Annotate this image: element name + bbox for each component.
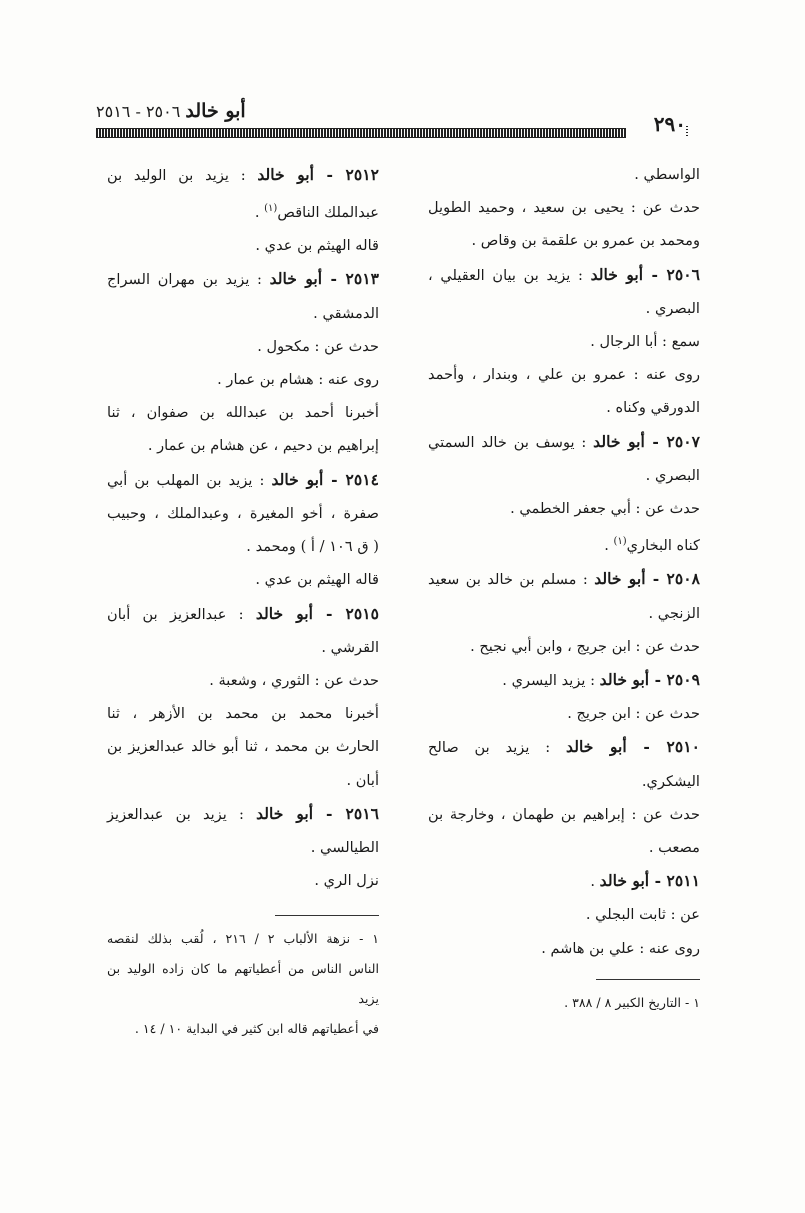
line-text: الدمشقي . [313,304,379,322]
footnote-rule [596,979,700,980]
line-text: الواسطي . [634,166,700,183]
line-text: : يزيد بن مهران السراج [107,271,270,289]
line-text: صفرة ، أخو المغيرة ، وعبدالملك ، وحبيب [107,504,379,522]
line-text: . [590,873,600,891]
text-line [107,563,379,596]
text-line [428,898,700,931]
line-text: أخبرنا أحمد بن عبدالله بن صفوان ، ثنا [107,404,379,422]
line-text: حدث عن : مكحول . [257,337,379,355]
line-text: حدث عن : ابن جريج ، وابن أبي نجيح . [470,637,700,655]
line-text: البصري . [645,299,700,317]
entry-heading: ٢٥١١ - أبو خالد [599,871,700,891]
text-line [428,730,700,764]
text-line [107,597,379,631]
entry-heading: ٢٥١٤ - أبو خالد [271,469,379,489]
line-text: روى عنه : هشام بن عمار . [217,371,379,389]
line-text: عبدالملك الناقص [277,204,379,222]
line-text: : يزيد اليسري . [502,671,600,689]
text-line [107,429,379,462]
line-text: الدورقي وكناه . [606,399,700,417]
text-line [428,697,700,730]
footnote-marker: (١) [264,203,278,215]
line-text: : مسلم بن خالد بن سعيد [428,571,595,589]
line-text: حدث عن : الثوري ، وشعبة . [209,671,379,689]
text-line [107,229,379,262]
running-title-range: ٢٥٠٦ - ٢٥١٦ [96,102,181,121]
line-text: القرشي . [321,638,379,656]
text-line [107,396,379,429]
line-text: قاله الهيثم بن عدي . [255,571,379,589]
text-line [107,192,379,229]
text-line [428,597,700,630]
line-text: : يزيد بن بيان العقيلي ، [428,266,591,284]
text-line [428,562,700,596]
line-text: : يزيد بن المهلب بن أبي [107,471,272,489]
line-text: عن : ثابت البجلي . [585,906,700,924]
entry-heading: ٢٥٠٧ - أبو خالد [593,431,700,451]
line-text: الزنجي . [648,604,700,622]
page-header [96,100,686,140]
text-line [107,797,379,831]
entry-heading: ٢٥٠٨ - أبو خالد [594,569,700,589]
line-text: : يزيد بن صالح [428,739,567,757]
line-text: مصعب . [648,838,700,856]
text-line [107,330,379,363]
text-line [428,258,700,292]
footnote: في أعطياتهم قاله ابن كثير في البداية ١٠ / ١٤ . [134,1021,379,1037]
entry-heading: ٢٥١٥ - أبو خالد [255,603,379,623]
line-tail: . [604,537,614,555]
text-line [428,864,700,898]
text-line [428,224,700,257]
text-line [428,932,700,965]
text-line [107,764,379,797]
text-line [428,765,700,798]
line-text: أبان . [346,771,379,789]
text-line [107,262,379,296]
text-line [107,497,379,530]
line-text: اليشكري. [641,772,700,790]
line-text: : يوسف بن خالد السمتي [428,433,594,451]
line-text: كناه البخاري [626,537,700,555]
footnote-marker: (١) [613,536,627,548]
line-text: : عبدالعزيز بن أبان [107,605,256,623]
text-line [428,191,700,224]
text-line [107,530,379,563]
left-column [107,158,379,1044]
line-text: حدث عن : إبراهيم بن طهمان ، وخارجة بن [428,805,700,823]
entry-heading: ٢٥٠٦ - أبو خالد [590,264,700,284]
line-text: : يزيد بن الوليد بن [107,167,258,184]
right-column [428,158,700,1018]
text-line [107,831,379,864]
text-line [107,664,379,697]
text-line [428,798,700,831]
text-line [107,158,379,192]
line-text: روى عنه : علي بن هاشم . [541,939,700,957]
entry-heading: ٢٥١٦ - أبو خالد [256,803,379,823]
line-text: البصري . [645,466,700,484]
line-text: الحارث بن محمد ، ثنا أبو خالد عبدالعزيز بن [107,738,379,756]
line-text: حدث عن : أبي جعفر الخطمي . [510,500,700,518]
entry-heading: ٢٥١٠ - أبو خالد [566,737,700,757]
text-line [428,158,700,191]
line-text: حدث عن : ابن جريج . [567,705,700,723]
footnote-rule [275,915,379,916]
line-text: أخبرنا محمد بن محمد بن الأزهر ، ثنا [107,705,379,723]
entry-heading: ٢٥١٢ - أبو خالد [257,165,379,184]
footnote: الناس الناس من أعطياتهم ما كان زاده الوليد بن يزيد [107,961,379,1007]
text-line [428,292,700,325]
text-line [428,525,700,562]
text-line [428,663,700,697]
text-line [107,463,379,497]
text-line [428,325,700,358]
text-line [428,391,700,424]
text-line [428,831,700,864]
footnote: ١ - نزهة الألباب ٢ / ٢١٦ ، لُقب بذلك لنقصه [107,931,379,947]
text-line [428,492,700,525]
footnote: ١ - التاريخ الكبير ٨ / ٣٨٨ . [564,994,700,1010]
text-line [428,425,700,459]
line-text: سمع : أبا الرجال . [590,333,700,351]
line-text: الطيالسي . [310,838,379,856]
line-text: حدث عن : يحيى بن سعيد ، وحميد الطويل [428,199,700,217]
line-text: إبراهيم بن دحيم ، عن هشام بن عمار . [147,437,379,455]
text-line [107,631,379,664]
line-text: ومحمد بن عمرو بن علقمة بن وقاص . [471,232,700,250]
text-line [107,730,379,763]
page-number: ٢٩٠ [648,112,686,136]
text-line [428,630,700,663]
running-title-name: أبو خالد [185,100,246,122]
text-line [107,864,379,897]
entry-heading: ٢٥٠٩ - أبو خالد [599,669,700,689]
text-line [107,297,379,330]
text-line [107,363,379,396]
header-rule [96,128,626,138]
line-text: قاله الهيثم بن عدي . [255,237,379,255]
text-line [428,358,700,391]
line-text: ( ق ١٠٦ / أ ) ومحمد . [246,538,379,556]
running-title [96,100,246,122]
entry-heading: ٢٥١٣ - أبو خالد [269,269,379,289]
text-line [107,697,379,730]
line-tail: . [254,204,265,222]
line-text: روى عنه : عمرو بن علي ، وبندار ، وأحمد [428,366,700,384]
text-line [428,459,700,492]
line-text: : يزيد بن عبدالعزيز [107,805,257,823]
line-text: نزل الري . [314,872,379,890]
